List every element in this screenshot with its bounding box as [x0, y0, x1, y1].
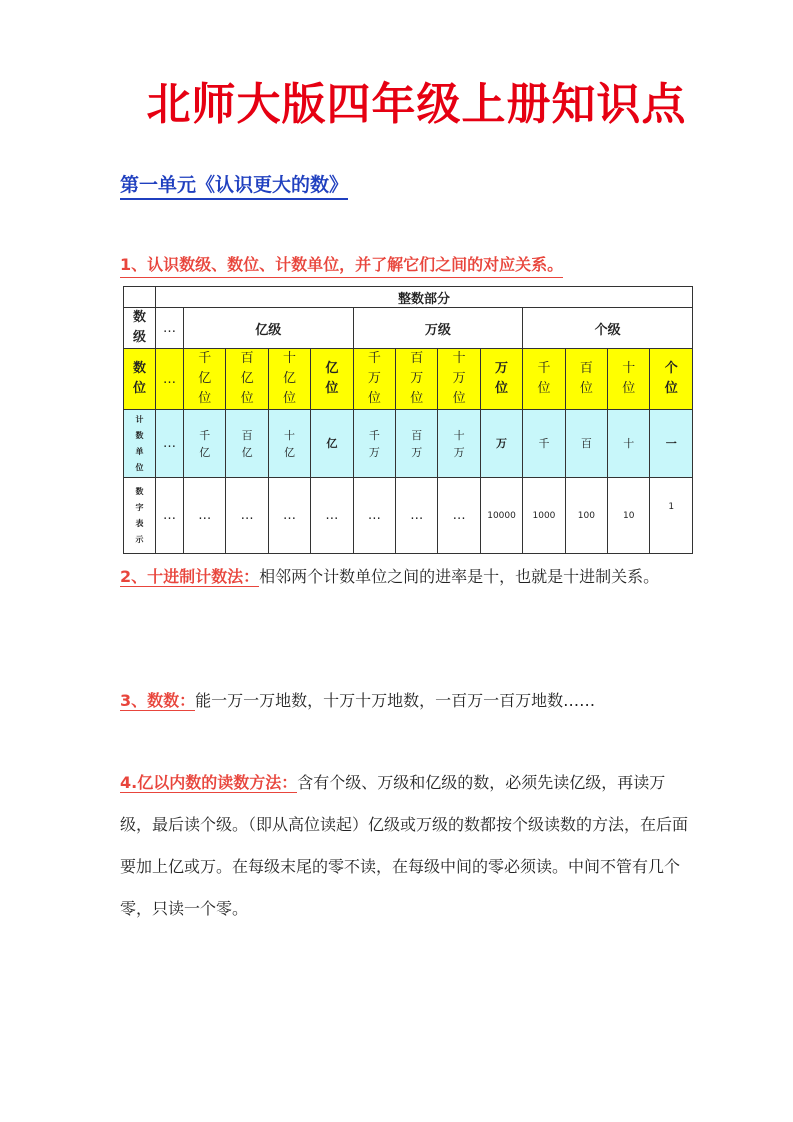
number-form-cell: … — [353, 478, 395, 554]
table-corner-cell — [124, 287, 156, 308]
digit-place-cell: 百 位 — [565, 349, 607, 410]
counting-unit-cell: 千 亿 — [184, 410, 226, 478]
ellipsis-cell: … — [156, 478, 184, 554]
point-4-paragraph — [120, 762, 690, 930]
unit-heading: 第一单元《认识更大的数》 — [120, 170, 348, 200]
number-form-cell: 100 — [565, 478, 607, 554]
page-title: 北师大版四年级上册知识点 — [146, 79, 687, 130]
counting-unit-cell: 百 — [565, 410, 607, 478]
counting-unit-cell: 千 — [523, 410, 565, 478]
point-4-label: 4.亿以内数的读数方法： — [120, 773, 298, 792]
digit-place-cell: 亿 位 — [311, 349, 353, 410]
digit-place-cell: 千 亿 位 — [184, 349, 226, 410]
number-form-cell: 1 — [650, 478, 693, 554]
row-label-number-form: 数 字 表 示 — [124, 478, 156, 554]
counting-unit-cell: 百 万 — [396, 410, 438, 478]
row-label-shuji: 数 级 — [124, 308, 156, 349]
point-2-paragraph — [120, 556, 690, 598]
counting-unit-cell: 一 — [650, 410, 693, 478]
number-form-cell: … — [311, 478, 353, 554]
ellipsis-cell: … — [156, 349, 184, 410]
point-3-label: 3、数数： — [120, 691, 196, 710]
digit-place-cell: 百 亿 位 — [226, 349, 268, 410]
digit-place-cell: 千 万 位 — [353, 349, 395, 410]
point-2-text: 相邻两个计数单位之间的进率是十，也就是十进制关系。 — [259, 567, 660, 586]
ellipsis-cell: … — [156, 308, 184, 349]
point-4-text: 含有个级、万级和亿级的数，必须先读亿级，再读万级，最后读个级。（即从高位读起）亿级或万级的数都按个级读数的方法，在后面要加上亿或万。在每级末尾的零不读，在每级中间的零必须读。中间不管有几个零，只读一个零。 — [120, 773, 689, 918]
digit-place-cell: 百 万 位 — [396, 349, 438, 410]
counting-unit-cell: 十 亿 — [268, 410, 310, 478]
counting-unit-cell: 千 万 — [353, 410, 395, 478]
number-form-cell: … — [438, 478, 480, 554]
digit-place-cell: 千 位 — [523, 349, 565, 410]
point-3-paragraph — [120, 680, 690, 722]
counting-unit-cell: 万 — [480, 410, 522, 478]
level-geji: 个级 — [523, 308, 693, 349]
point-1-heading: 1、认识数级、数位、计数单位，并了解它们之间的对应关系。 — [120, 252, 563, 278]
digit-place-cell: 十 亿 位 — [268, 349, 310, 410]
digit-place-cell: 个 位 — [650, 349, 693, 410]
number-form-cell: 10 — [608, 478, 650, 554]
point-3-text: 能一万一万地数，十万十万地数，一百万一百万地数…… — [195, 691, 596, 710]
level-yiji: 亿级 — [184, 308, 354, 349]
point-2-label: 2、十进制计数法： — [120, 567, 260, 586]
number-form-cell: … — [396, 478, 438, 554]
integer-part-header: 整数部分 — [156, 287, 693, 308]
number-form-cell: 1000 — [523, 478, 565, 554]
counting-unit-cell: 十 万 — [438, 410, 480, 478]
number-form-cell: … — [226, 478, 268, 554]
counting-unit-cell: 亿 — [311, 410, 353, 478]
digit-place-cell: 万 位 — [480, 349, 522, 410]
number-form-cell: … — [268, 478, 310, 554]
number-form-cell: 10000 — [480, 478, 522, 554]
level-wanji: 万级 — [353, 308, 523, 349]
row-label-shuwei: 数 位 — [124, 349, 156, 410]
place-value-table — [123, 286, 693, 554]
ellipsis-cell: … — [156, 410, 184, 478]
digit-place-cell: 十 万 位 — [438, 349, 480, 410]
number-form-cell: … — [184, 478, 226, 554]
row-label-counting-unit: 计 数 单 位 — [124, 410, 156, 478]
counting-unit-cell: 百 亿 — [226, 410, 268, 478]
digit-place-cell: 十 位 — [608, 349, 650, 410]
counting-unit-cell: 十 — [608, 410, 650, 478]
